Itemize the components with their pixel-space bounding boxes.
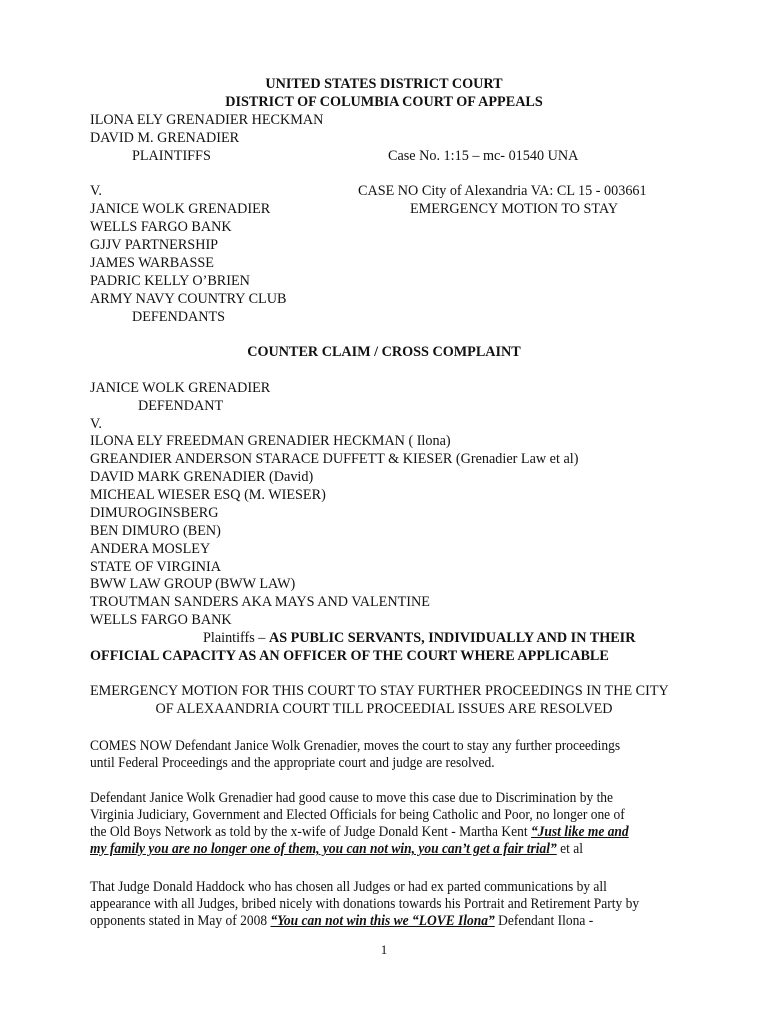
defendant-name: GJJV PARTNERSHIP — [90, 237, 219, 253]
counter-party-name: WELLS FARGO BANK — [90, 612, 232, 628]
counter-party-label: DEFENDANT — [138, 398, 224, 414]
body-text: appearance with all Judges, bribed nicely with donations towards his Portrait and Retirement Party by — [90, 896, 640, 912]
counter-party-name: GREANDIER ANDERSON STARACE DUFFETT & KIESER (Grenadier Law et al) — [90, 451, 579, 467]
counter-party-name: DAVID MARK GRENADIER (David) — [90, 469, 314, 485]
defendant-name: PADRIC KELLY O’BRIEN — [90, 273, 250, 289]
counter-party-name: DIMUROGINSBERG — [90, 505, 219, 521]
case-number: Case No. 1:15 – mc- 01540 UNA — [388, 148, 579, 164]
quoted-statement: “Just like me and — [530, 824, 629, 840]
counter-party-name: BEN DIMURO (BEN) — [90, 523, 221, 539]
plaintiffs-capacity-line1 — [203, 630, 635, 647]
body-text: until Federal Proceedings and the appropriate court and judge are resolved. — [90, 755, 495, 771]
body-text-with-quote — [90, 841, 583, 858]
body-text: opponents stated in May of 2008 — [90, 913, 271, 929]
counter-party: JANICE WOLK GRENADIER — [90, 380, 271, 396]
counter-party-name: MICHEAL WIESER ESQ (M. WIESER) — [90, 487, 326, 503]
plaintiff-name: DAVID M. GRENADIER — [90, 130, 240, 146]
plaintiffs-label: PLAINTIFFS — [132, 148, 211, 164]
court-name-line1: UNITED STATES DISTRICT COURT — [265, 76, 503, 92]
quoted-statement: “You can not win this we “LOVE Ilona” — [270, 913, 495, 929]
body-text: Defendant Ilona - — [494, 913, 594, 929]
counter-claim-heading: COUNTER CLAIM / CROSS COMPLAINT — [247, 344, 521, 360]
body-text-with-quote — [90, 913, 593, 930]
page-number: 1 — [380, 942, 388, 957]
body-text: the Old Boys Network as told by the x-wife of Judge Donald Kent - Martha Kent — [90, 824, 531, 840]
defendant-name: JAMES WARBASSE — [90, 255, 214, 271]
counter-party-name: STATE OF VIRGINIA — [90, 559, 222, 575]
counter-party-name: ILONA ELY FREEDMAN GRENADIER HECKMAN ( Ilona) — [90, 433, 451, 449]
counter-party-name: ANDERA MOSLEY — [90, 541, 211, 557]
counter-party-name: BWW LAW GROUP (BWW LAW) — [90, 576, 296, 592]
capacity-statement-line2: OFFICIAL CAPACITY AS AN OFFICER OF THE COURT WHERE APPLICABLE — [90, 648, 609, 664]
motion-heading-line2: OF ALEXAANDRIA COURT TILL PROCEEDIAL ISSUES ARE RESOLVED — [155, 701, 613, 717]
defendant-name: ARMY NAVY COUNTRY CLUB — [90, 291, 287, 307]
motion-heading-line1: EMERGENCY MOTION FOR THIS COURT TO STAY FURTHER PROCEEDINGS IN THE CITY — [90, 683, 669, 699]
body-text: Defendant Janice Wolk Grenadier had good cause to move this case due to Discrimination by the — [90, 790, 614, 806]
body-text-with-quote — [90, 824, 629, 841]
plaintiff-name: ILONA ELY GRENADIER HECKMAN — [90, 112, 324, 128]
body-text: et al — [556, 841, 583, 857]
versus: V. — [90, 183, 102, 199]
body-text: Virginia Judiciary, Government and Elected Officials for being Catholic and Poor, no longer one of — [90, 807, 625, 823]
defendants-label: DEFENDANTS — [132, 309, 226, 325]
capacity-statement: AS PUBLIC SERVANTS, INDIVIDUALLY AND IN THEIR — [268, 630, 636, 646]
court-name-line2: DISTRICT OF COLUMBIA COURT OF APPEALS — [225, 94, 543, 110]
defendant-name: JANICE WOLK GRENADIER — [90, 201, 271, 217]
body-text: That Judge Donald Haddock who has chosen all Judges or had ex parted communications by all — [90, 879, 607, 895]
quoted-statement: my family you are no longer one of them, you can not win, you can’t get a fair trial” — [90, 841, 557, 857]
defendant-name: WELLS FARGO BANK — [90, 219, 232, 235]
versus: V. — [90, 416, 102, 432]
case-number-alexandria: CASE NO City of Alexandria VA: CL 15 - 003661 — [358, 183, 647, 199]
body-text: COMES NOW Defendant Janice Wolk Grenadier, moves the court to stay any further proceedings — [90, 738, 621, 754]
plaintiffs-prefix: Plaintiffs – — [203, 630, 269, 646]
counter-party-name: TROUTMAN SANDERS AKA MAYS AND VALENTINE — [90, 594, 430, 610]
motion-title: EMERGENCY MOTION TO STAY — [410, 201, 619, 217]
